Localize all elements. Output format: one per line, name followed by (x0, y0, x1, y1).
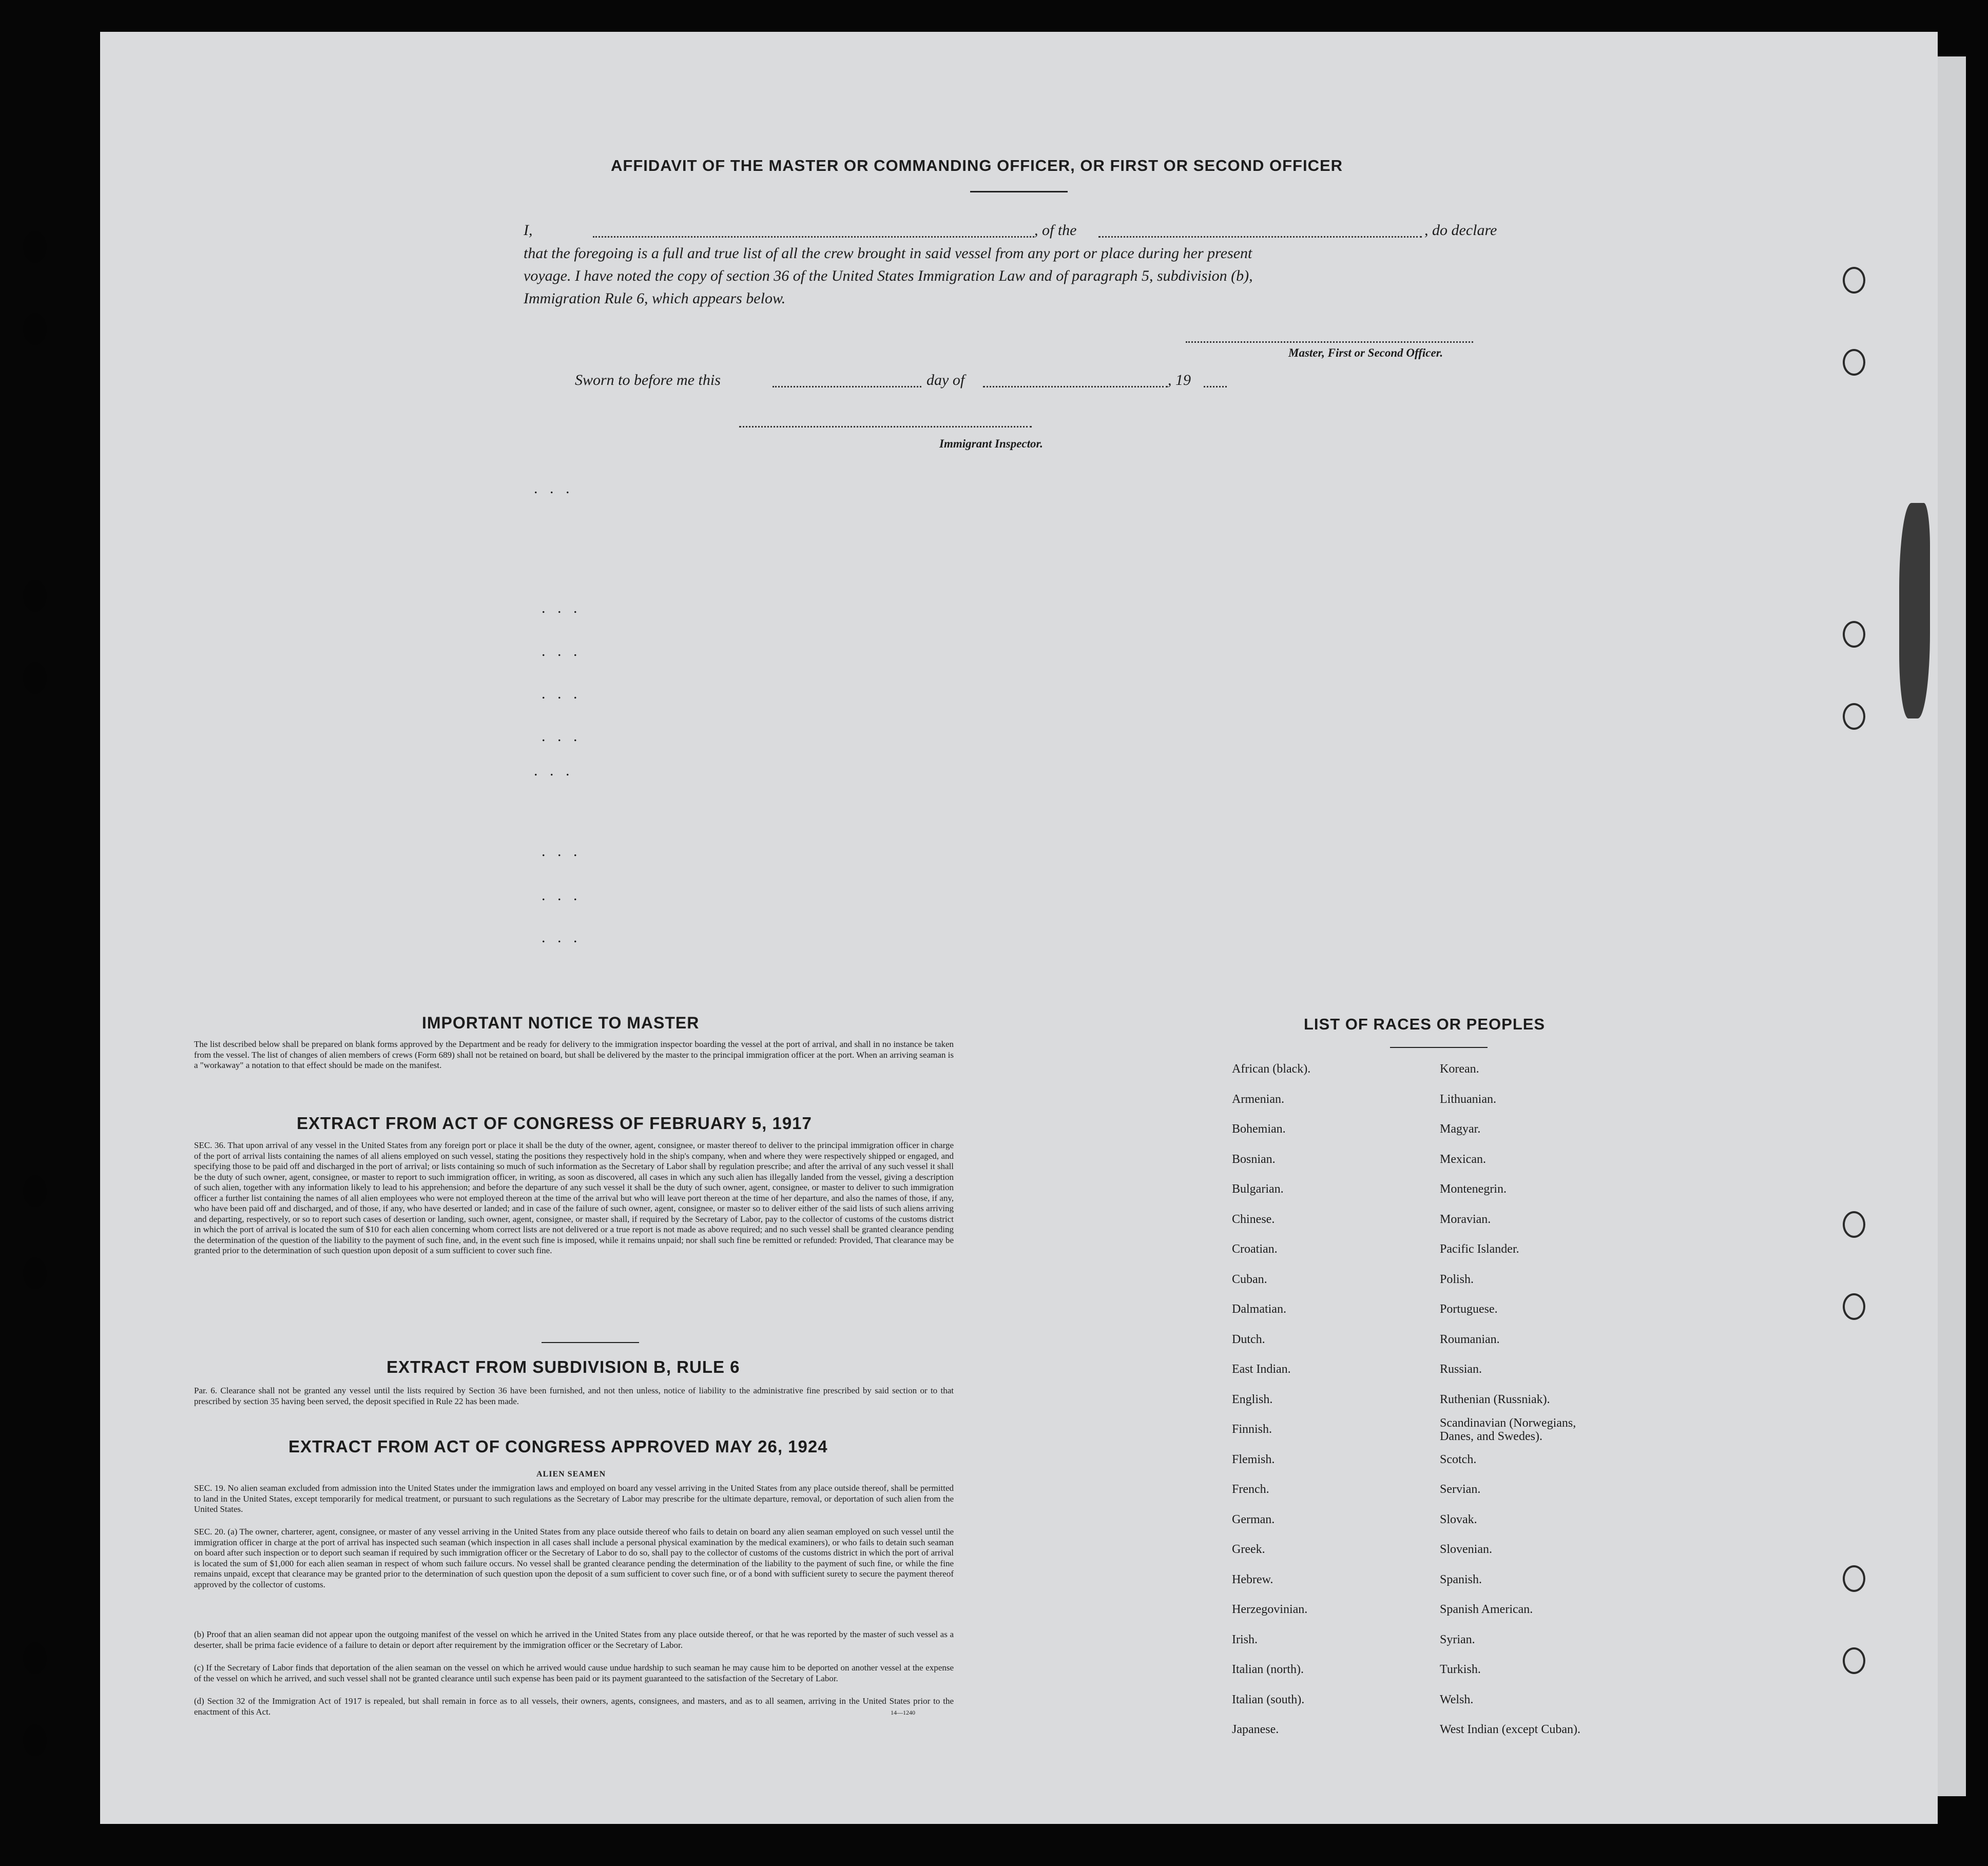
sworn-label: Sworn to before me this (575, 372, 721, 388)
punch-hole-ring (1843, 349, 1865, 376)
race-item: African (black). (1232, 1062, 1311, 1076)
year-label: , 19 (1168, 372, 1191, 388)
extract-1924-sec20c: (c) If the Secretary of Labor finds that deportation of the alien seaman on the vessel on which he arrived would cause undue hardship to such seaman he may cause him to be deported on another vessel at the expense of the vessel on which he arrived, and such vessel shall not be granted clearance until such expense has been paid or its payment guaranteed to the satisfaction of the Secretary of Labor. (194, 1663, 954, 1683)
extract-1924-title: EXTRACT FROM ACT OF CONGRESS APPROVED MAY 26, 1924 (288, 1437, 828, 1456)
vessel-field[interactable] (1098, 236, 1422, 238)
race-item: Scandinavian (Norwegians, Danes, and Swedes). (1440, 1416, 1576, 1443)
master-signature-field[interactable] (1186, 341, 1473, 343)
faint-mark: . . . (542, 599, 582, 616)
rule-6-title: EXTRACT FROM SUBDIVISION B, RULE 6 (387, 1357, 740, 1376)
race-item: Lithuanian. (1440, 1092, 1496, 1106)
race-item: Hebrew. (1232, 1572, 1273, 1586)
extract-1924-sec19: SEC. 19. No alien seaman excluded from admission into the United States under the immigration laws and employed on board any vessel arriving in the United States from any place outside thereof, shall be permitted to land in the United States, except temporarily for medical treatment, or pursuant to such regulations as the Secretary of Labor may prescribe for the ultimate departure, removal, or deportation of such alien from the United States. (194, 1483, 954, 1514)
race-item: Turkish. (1440, 1663, 1481, 1676)
form-number: 14—1240 (891, 1709, 915, 1716)
race-item: Bulgarian. (1232, 1182, 1284, 1196)
race-item: Bosnian. (1232, 1152, 1276, 1166)
punch-hole (23, 580, 47, 612)
faint-mark: . . . (542, 643, 582, 659)
extract-1924-sec20d: (d) Section 32 of the Immigration Act of 1917 is repealed, but shall remain in force as to all vessels, their owners, agents, consignees, and masters, and as to all seamen, arriving in the United States prior to the enactment of this Act. (194, 1696, 954, 1717)
race-item: Flemish. (1232, 1452, 1275, 1466)
punch-hole (23, 1175, 47, 1207)
faint-mark: . . . (542, 728, 582, 745)
race-item: Montenegrin. (1440, 1182, 1507, 1196)
sworn-day-field[interactable] (773, 386, 921, 387)
punch-hole-ring (1843, 621, 1865, 648)
faint-mark: . . . (542, 887, 582, 904)
race-item: Irish. (1232, 1632, 1258, 1646)
sworn-month-field[interactable] (983, 386, 1168, 387)
race-item: Italian (north). (1232, 1663, 1304, 1676)
punch-hole-ring (1843, 703, 1865, 730)
race-item: Magyar. (1440, 1122, 1481, 1136)
race-item: German. (1232, 1512, 1275, 1526)
punch-hole (23, 1257, 47, 1289)
race-item: Japanese. (1232, 1723, 1279, 1736)
affidavit-of-the: , of the (1034, 222, 1077, 239)
race-item: Welsh. (1440, 1693, 1474, 1706)
race-item: East Indian. (1232, 1363, 1291, 1376)
race-item: Polish. (1440, 1272, 1474, 1286)
affidavit-line-2: that the foregoing is a full and true list of all the crew brought in said vessel from any port or place during her present (524, 245, 1252, 262)
race-item: Pacific Islander. (1440, 1242, 1519, 1256)
day-of-label: day of (927, 372, 965, 388)
rule-6-body: Par. 6. Clearance shall not be granted any vessel until the lists required by Section 36 have been furnished, and not then unless, notice of liability to the administrative fine prescribed by said section or to that prescribed by section 35 having been served, the deposit specified in Rule 22 has been made. (194, 1386, 954, 1406)
race-item: Korean. (1440, 1062, 1479, 1076)
race-item: Herzegovinian. (1232, 1603, 1308, 1616)
race-item: Croatian. (1232, 1242, 1278, 1256)
race-item: Chinese. (1232, 1212, 1275, 1226)
race-item: Roumanian. (1440, 1332, 1500, 1346)
faint-mark: . . . (542, 843, 582, 860)
punch-hole-ring (1843, 1293, 1865, 1320)
notice-title: IMPORTANT NOTICE TO MASTER (422, 1014, 700, 1032)
race-item: West Indian (except Cuban). (1440, 1723, 1580, 1736)
affidavit-line-3: voyage. I have noted the copy of section 36 of the United States Immigration Law and of paragraph 5, subdivision (b), (524, 267, 1253, 284)
master-signature-label: Master, First or Second Officer. (1288, 346, 1443, 359)
inspector-signature-field[interactable] (739, 426, 1032, 427)
punch-hole-ring (1843, 1647, 1865, 1674)
race-item: Greek. (1232, 1543, 1265, 1556)
extract-1917-title: EXTRACT FROM ACT OF CONGRESS OF FEBRUARY 5, 1917 (297, 1114, 812, 1133)
race-item: Slovak. (1440, 1512, 1477, 1526)
affidavit-declare: , do declare (1424, 222, 1497, 239)
punch-hole-ring (1843, 1565, 1865, 1592)
race-item: Slovenian. (1440, 1543, 1492, 1556)
ink-stain (1899, 503, 1930, 718)
race-item: Cuban. (1232, 1272, 1267, 1286)
extract-1924-subtitle: ALIEN SEAMEN (536, 1470, 606, 1479)
race-item: Syrian. (1440, 1632, 1475, 1646)
punch-hole (23, 1724, 47, 1756)
race-item: Ruthenian (Russniak). (1440, 1392, 1550, 1406)
affidavit-i: I, (524, 222, 533, 239)
race-item: Dalmatian. (1232, 1303, 1286, 1316)
punch-hole (23, 231, 47, 263)
faint-mark: . . . (534, 762, 574, 779)
race-item: Bohemian. (1232, 1122, 1286, 1136)
race-item: French. (1232, 1483, 1269, 1496)
name-field[interactable] (593, 236, 1034, 238)
punch-hole-ring (1843, 267, 1865, 294)
extract-1924-sec20a: SEC. 20. (a) The owner, charterer, agent, consignee, or master of any vessel arriving in the United States from any place outside thereof who fails to detain on board any alien seaman employed on such vessel until the immigration officer in charge at the port of arrival has inspected such seaman (which inspection in all cases shall include a personal physical examination by the medical examiners), or who fails to detain such seaman on board after such inspection or to deport such seaman if required by such immigration officer or the Secretary of Labor to do so, shall pay to the collector of customs of the customs district in which the port of arrival is located the sum of $1,000 for each alien seaman in respect of whom such failure occurs. No vessel shall be granted clearance pending the determination of the liability to the payment of such fine, or while the fine remains unpaid, except that clearance may be granted prior to the determination of such question upon the deposit of a sum sufficient to cover such fine, or of a bond with sufficient surety to secure the payment thereof approved by the collector of customs. (194, 1527, 954, 1589)
year-field[interactable] (1204, 386, 1227, 387)
race-item: Spanish American. (1440, 1603, 1533, 1616)
race-item: Mexican. (1440, 1152, 1486, 1166)
affidavit-title: AFFIDAVIT OF THE MASTER OR COMMANDING OFFICER, OR FIRST OR SECOND OFFICER (611, 157, 1343, 174)
extract-1924-sec20b: (b) Proof that an alien seaman did not appear upon the outgoing manifest of the vessel on which he arrived in the United States from any place outside thereof, or that he was reported by the master of such vessel as a deserter, shall be prima facie evidence of a failure to detain or deport after requirement by the immigration officer or the Secretary of Labor. (194, 1629, 954, 1650)
punch-hole (23, 1642, 47, 1674)
race-item: Servian. (1440, 1483, 1481, 1496)
races-title: LIST OF RACES OR PEOPLES (1304, 1015, 1546, 1033)
title-rule (970, 191, 1068, 192)
punch-hole-ring (1843, 1211, 1865, 1238)
race-item: English. (1232, 1392, 1273, 1406)
notice-body: The list described below shall be prepared on blank forms approved by the Department and be ready for delivery to the immigration inspector boarding the vessel at the port of arrival, and shall in no instance be taken from the vessel. The list of changes of alien members of crews (Form 689) shall not be retained on board, but shall be delivered by the master to the principal immigration officer at the port. When an arriving seaman is a "workaway" a notation to that effect should be made on the manifest. (194, 1039, 954, 1070)
punch-hole (23, 313, 47, 345)
punch-hole (23, 662, 47, 694)
race-item: Portuguese. (1440, 1303, 1498, 1316)
race-item: Scotch. (1440, 1452, 1477, 1466)
affidavit-line-4: Immigration Rule 6, which appears below. (524, 290, 786, 307)
race-item: Moravian. (1440, 1212, 1491, 1226)
extract-1917-body: SEC. 36. That upon arrival of any vessel in the United States from any foreign port or place it shall be the duty of the owner, agent, consignee, or master thereof to deliver to the principal immigration officer in charge of the port of arrival lists containing the names of all aliens employed on such vessel, stating the positions they respectively hold in the ship's company, when and where they were respectively shipped or engaged, and specifying those to be paid off and discharged in the port of arrival; or lists containing so much of such information as the Secretary of Labor shall by regulation prescribe; and after the arrival of any such vessel it shall be the duty of such owner, agent, consignee, or master to report to such immigration officer, in writing, as soon as discovered, all cases in which any such alien has illegally landed from the vessel, giving a description of such alien, together with any information likely to lead to his apprehension; and before the departure of any such vessel it shall be the duty of such owner, agent, consignee, or master to deliver to such immigration officer a further list containing the names of all alien employees who were not employed thereon at the time of the arrival but who will leave port thereon at the time of her departure, and also the names of those, if any, who have been paid off and discharged, and of those, if any, who have deserted or landed; and in case of the failure of such owner, agent, consignee, or master so to deliver either of the said lists of such aliens arriving and departing, respectively, or so to report such cases of desertion or landing, such owner, agent, consignee, or master shall, if required by the Secretary of Labor, pay to the collector of customs of the customs district in which the port of arrival is located the sum of $10 for each alien concerning whom correct lists are not delivered or a true report is not made as above required; and no such vessel shall be granted clearance pending the determination of the question of the liability to the payment of such fine, and, in the event such fine is imposed, while it remains unpaid; nor shall such fine be remitted or refunded: Provided, That clearance may be granted prior to the determination of such question upon deposit of a sum sufficient to cover such fine. (194, 1140, 954, 1255)
section-rule (542, 1342, 639, 1343)
sheet-edge (1938, 56, 1966, 1796)
race-item: Armenian. (1232, 1092, 1284, 1106)
faint-mark: . . . (542, 929, 582, 946)
race-item: Finnish. (1232, 1423, 1272, 1436)
races-rule (1390, 1047, 1488, 1048)
faint-mark: . . . (542, 685, 582, 702)
race-item: Spanish. (1440, 1572, 1482, 1586)
race-item: Italian (south). (1232, 1693, 1305, 1706)
faint-mark: . . . (534, 480, 574, 497)
race-item: Russian. (1440, 1363, 1482, 1376)
race-item: Dutch. (1232, 1332, 1265, 1346)
inspector-signature-label: Immigrant Inspector. (939, 437, 1043, 450)
